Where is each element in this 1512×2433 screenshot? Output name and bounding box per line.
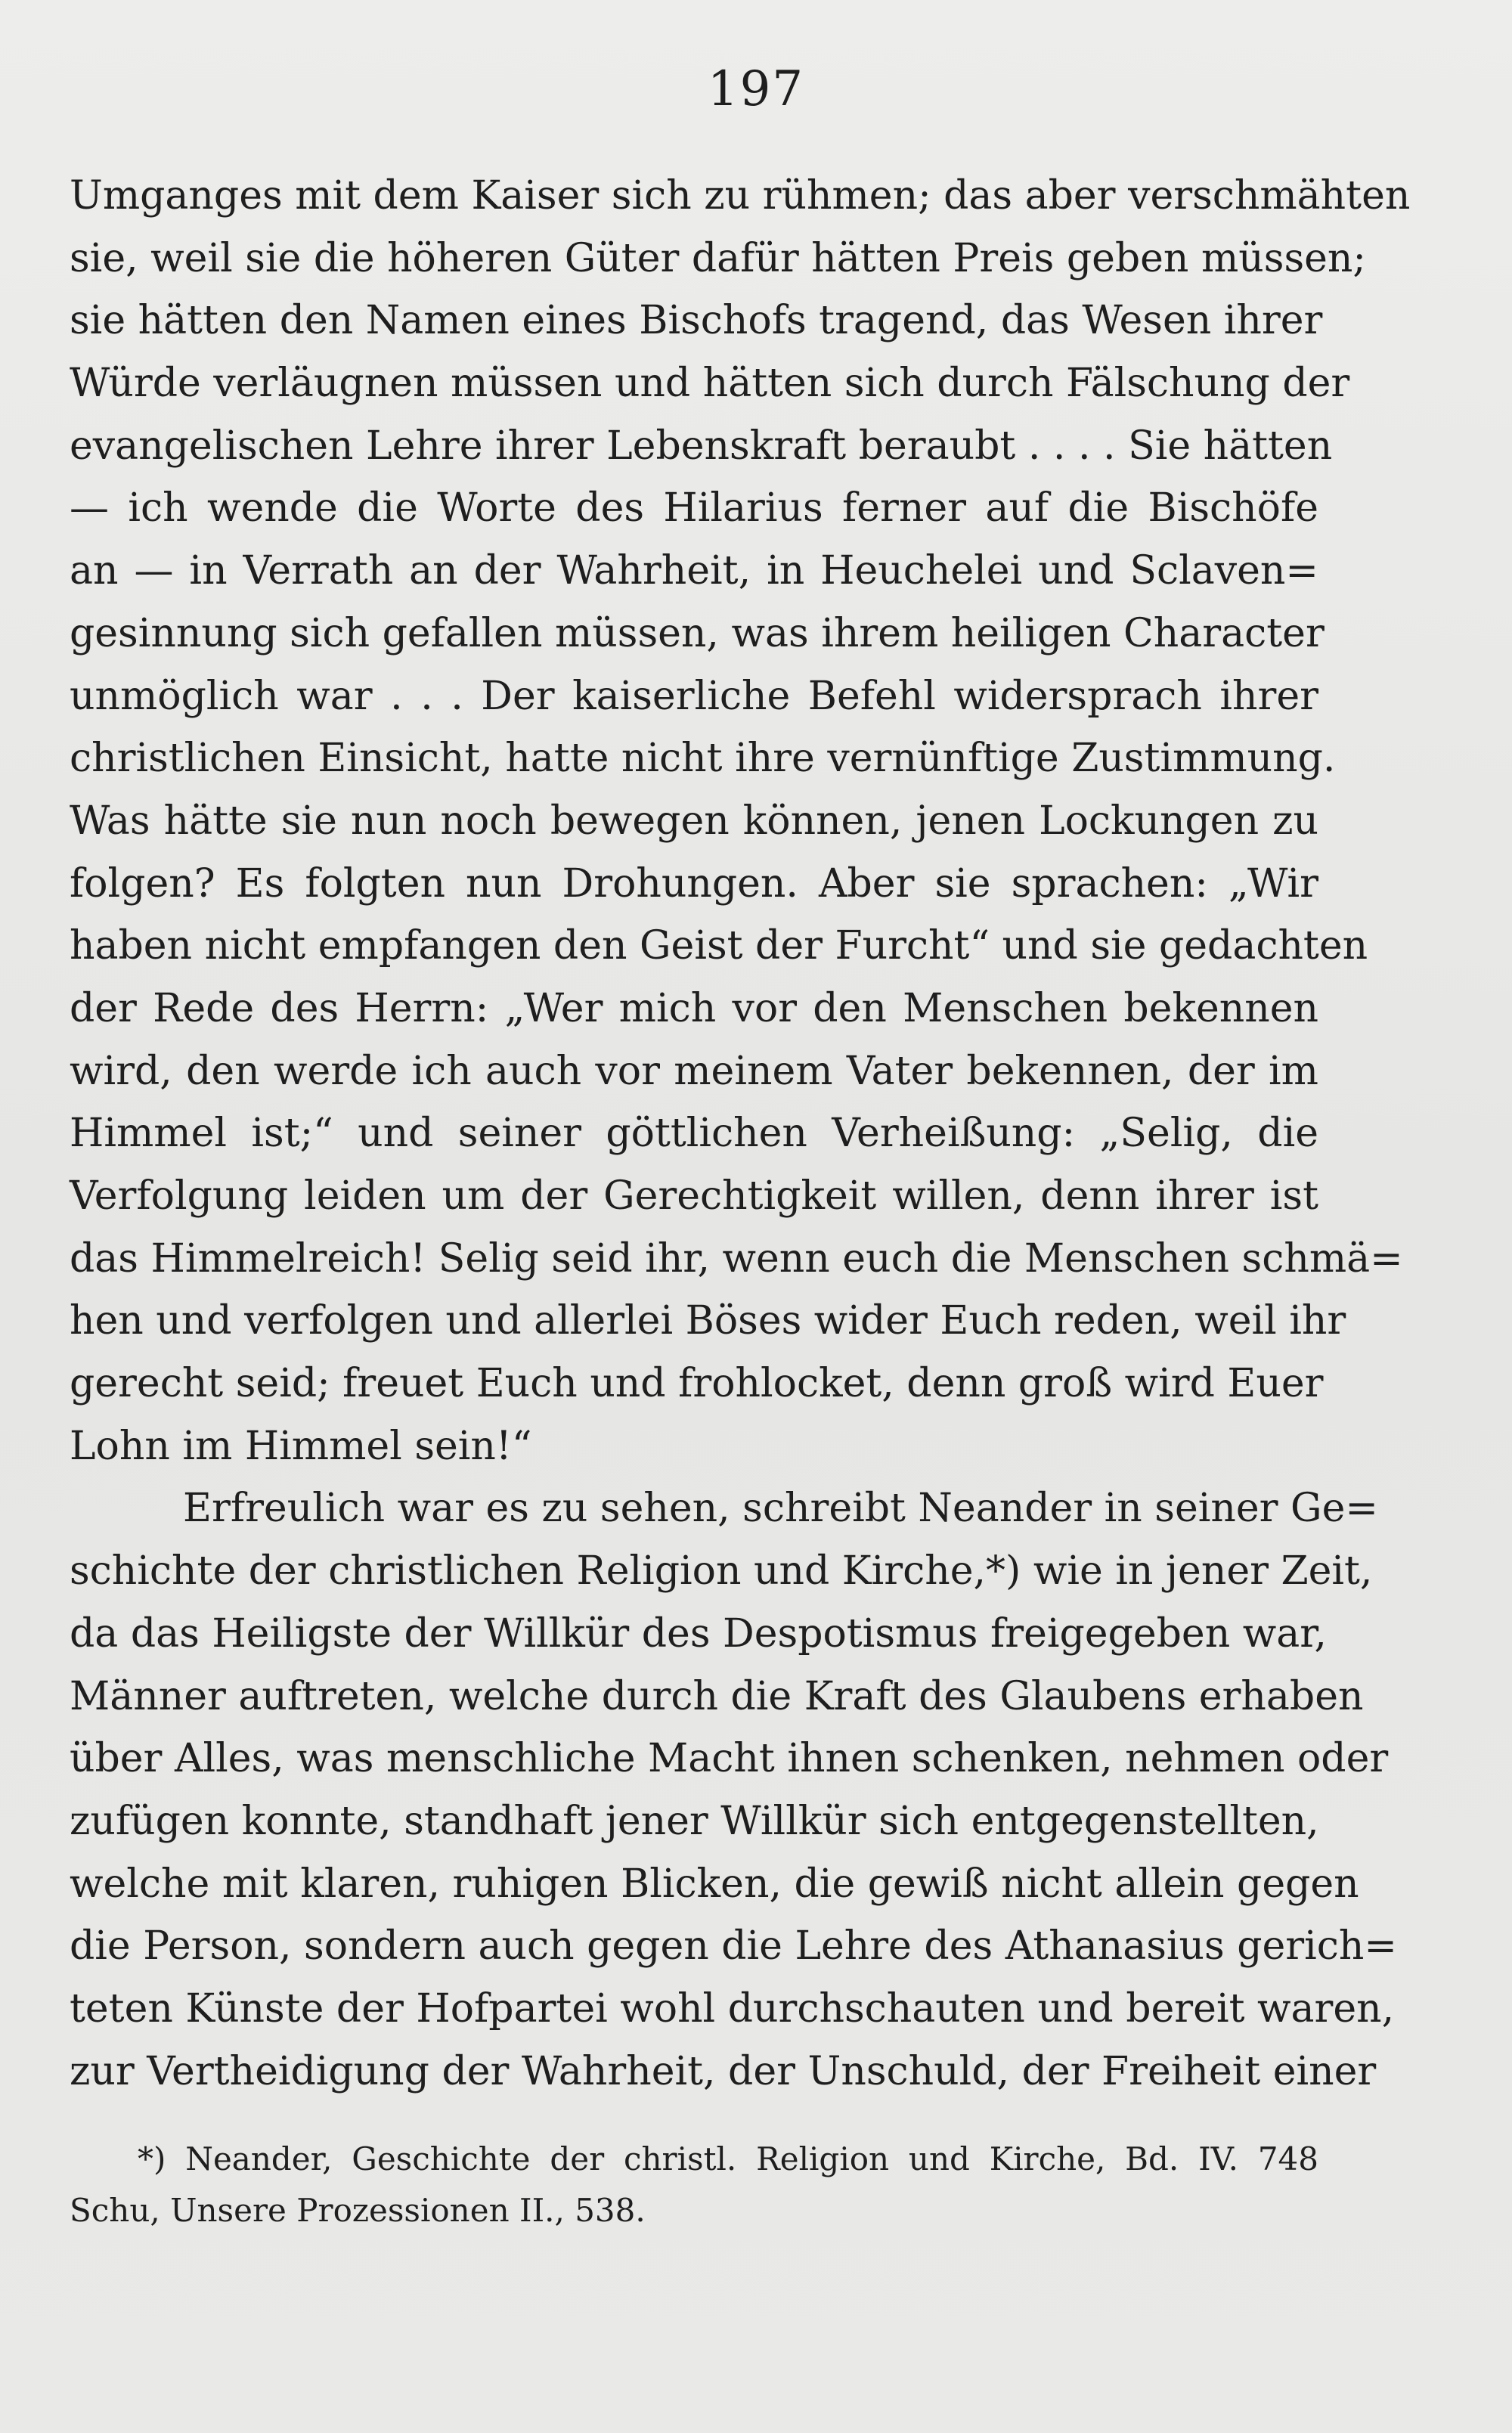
text-line: gerecht seid; freuet Euch und frohlocket, denn groß wird Euer	[70, 1361, 1324, 1407]
text-line: welche mit klaren, ruhigen Blicken, die gewiß nicht allein gegen	[70, 1861, 1359, 1907]
text-line: Verfolgung leiden um der Gerechtigkeit willen, denn ihrer ist	[70, 1173, 1318, 1219]
text-line: Würde verläugnen müssen und hätten sich durch Fälschung der	[70, 361, 1350, 407]
text-line: teten Künste der Hofpartei wohl durchschauten und bereit waren,	[70, 1985, 1395, 2032]
text-line: da das Heiligste der Willkür des Despotismus freigegeben war,	[70, 1610, 1327, 1657]
footnote	[70, 2134, 1318, 2236]
text-line: der Rede des Herrn: „Wer mich vor den Menschen bekennen	[70, 985, 1318, 1031]
paragraph-end-line: Lohn im Himmel sein!“	[70, 1423, 532, 1469]
text-line: hen und verfolgen und allerlei Böses wider Euch reden, weil ihr	[70, 1298, 1346, 1344]
text-line: das Himmelreich! Selig seid ihr, wenn euch die Menschen schmä=	[70, 1235, 1403, 1282]
footnote-line: Schu, Unsere Prozessionen II., 538.	[70, 2192, 646, 2229]
text-line: Was hätte sie nun noch bewegen können, jenen Lockungen zu	[70, 798, 1318, 844]
text-line: zufügen konnte, standhaft jener Willkür sich entgegenstellten,	[70, 1798, 1319, 1844]
text-line: die Person, sondern auch gegen die Lehre des Athanasius gerich=	[70, 1923, 1397, 1970]
text-line: zur Vertheidigung der Wahrheit, der Unschuld, der Freiheit einer	[70, 2048, 1377, 2094]
text-line: Umganges mit dem Kaiser sich zu rühmen; das aber verschmähten	[70, 173, 1411, 219]
text-line: gesinnung sich gefallen müssen, was ihrem heiligen Character	[70, 610, 1325, 656]
footnote-line: *) Neander, Geschichte der christl. Religion und Kirche, Bd. IV. 748	[138, 2140, 1318, 2177]
paragraph-start-line: Erfreulich war es zu sehen, schreibt Neander in seiner Ge=	[183, 1486, 1378, 1532]
text-line: Himmel ist;“ und seiner göttlichen Verheißung: „Selig, die	[70, 1111, 1318, 1157]
text-line: haben nicht empfangen den Geist der Furcht“ und sie gedachten	[70, 923, 1368, 969]
text-line: an — in Verrath an der Wahrheit, in Heuchelei und Sclaven=	[70, 548, 1318, 594]
text-line: sie, weil sie die höheren Güter dafür hätten Preis geben müssen;	[70, 235, 1366, 281]
text-line: unmöglich war . . . Der kaiserliche Befehl widersprach ihrer	[70, 673, 1318, 719]
text-line: wird, den werde ich auch vor meinem Vater bekennen, der im	[70, 1048, 1318, 1094]
text-line: Männer auftreten, welche durch die Kraft des Glaubens erhaben	[70, 1673, 1364, 1719]
text-line: folgen? Es folgten nun Drohungen. Aber sie sprachen: „Wir	[70, 860, 1318, 907]
text-line: sie hätten den Namen eines Bischofs tragend, das Wesen ihrer	[70, 298, 1323, 344]
text-line: christlichen Einsicht, hatte nicht ihre vernünftige Zustimmung.	[70, 736, 1336, 782]
text-line: schichte der christlichen Religion und Kirche,*) wie in jener Zeit,	[70, 1548, 1373, 1595]
page-number: 197	[707, 61, 805, 117]
body-text	[70, 165, 1411, 2103]
text-line: über Alles, was menschliche Macht ihnen schenken, nehmen oder	[70, 1736, 1389, 1782]
text-line: — ich wende die Worte des Hilarius ferner auf die Bischöfe	[70, 485, 1318, 532]
text-line: evangelischen Lehre ihrer Lebenskraft beraubt . . . . Sie hätten	[70, 423, 1333, 469]
